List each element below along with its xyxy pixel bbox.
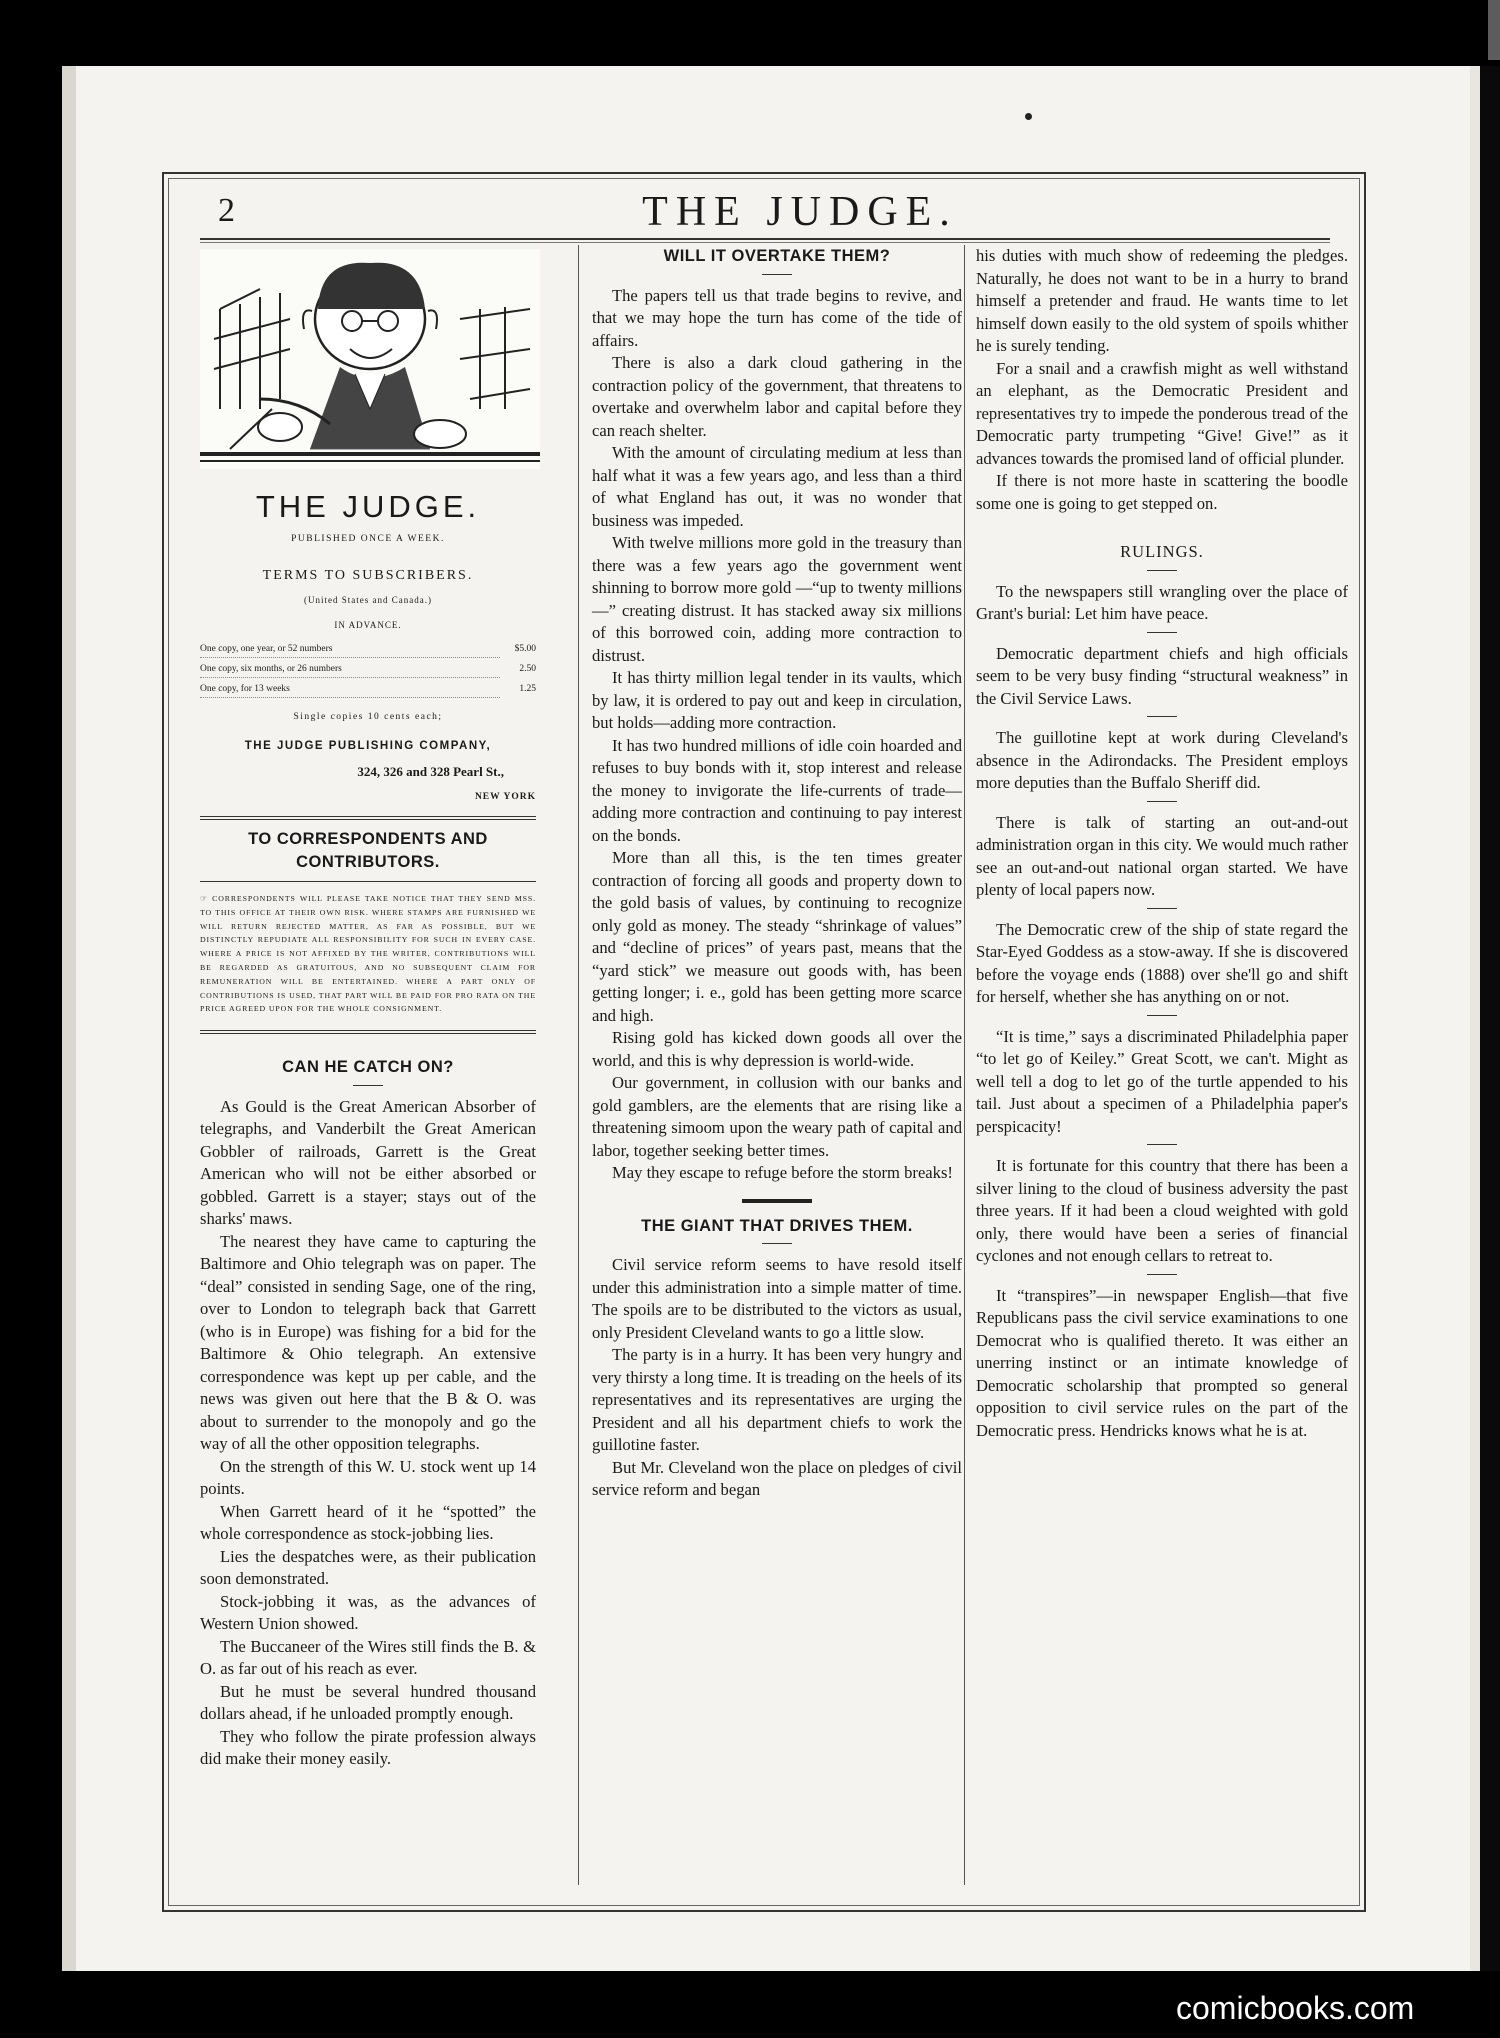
publisher-name: THE JUDGE PUBLISHING COMPANY,	[244, 739, 492, 752]
masthead-title: THE JUDGE.	[642, 189, 958, 235]
ruling-item: There is talk of starting an out-and-out administration organ in this city. We would much rather see an out-and-out national organ started. We have plenty of local papers now.	[976, 812, 1348, 899]
article-paragraph: With the amount of circulating medium at less than half what it was a few years ago, and less than a third of what England has out, it was no wonder that business was impeded.	[592, 443, 962, 530]
published-note: PUBLISHED ONCE A WEEK.	[291, 534, 445, 544]
item-rule	[1147, 908, 1177, 909]
ruling-item: The guillotine kept at work during Cleveland's absence in the Adirondacks. The President employs more deputies than the Buffalo Sheriff did.	[976, 728, 1348, 792]
terms-advance: IN ADVANCE.	[334, 619, 402, 630]
left-column	[200, 245, 536, 1771]
article-paragraph: Rising gold has kicked down goods all over the world, and this is why depression is world-wide.	[592, 1028, 962, 1070]
terms-region: (United States and Canada.)	[304, 595, 432, 605]
article-paragraph: The Buccaneer of the Wires still finds the B. & O. as far out of his reach as ever.	[200, 1636, 536, 1679]
box-title: THE JUDGE.	[255, 488, 481, 524]
article-paragraph: The party is in a hurry. It has been very hungry and very thirsty a long time. It is treading on the heels of its representatives and its representatives are urging the President and all his department chiefs to work the guillotine faster.	[592, 1345, 962, 1454]
ruling-item: It is fortunate for this country that there has been a silver lining to the cloud of business adversity the past three years. If it had been a cloud weighted with gold only, there would have been a series of financial cyclones and not enough cellars to retreat to.	[976, 1156, 1348, 1265]
article-paragraph: Our government, in collusion with our banks and gold gamblers, are the elements that are rising like a threatening simoom upon the weary path of capital and labor, together seeking better times.	[592, 1073, 962, 1160]
ruling-item: To the newspapers still wrangling over the place of Grant's burial: Let him have peace.	[976, 581, 1348, 623]
article-paragraph: But Mr. Cleveland won the place on pledges of civil service reform and began	[592, 1457, 962, 1499]
rulings-heading: RULINGS.	[1120, 542, 1204, 561]
article-paragraph: They who follow the pirate profession always did make their money easily.	[200, 1726, 536, 1769]
column-divider	[964, 245, 965, 1885]
correspondents-notice: ☞ CORRESPONDENTS WILL PLEASE TAKE NOTICE THAT THEY SEND MSS. TO THIS OFFICE AT THEIR OWN RISK. WHERE STAMPS ARE FURNISHED WE WILL RETURN REJECTED MATTER, AS FAR AS POSSIBLE, BUT WE DISTINCTLY REPUDIATE ALL RESPONSIBILITY FOR SUCH IN EVERY CASE. WHERE A PRICE IS NOT AFFIXED BY THE WRITER, CONTRIBUTIONS WILL BE REGARDED AS GRATUITOUS, AND NO SUBSEQUENT CLAIM FOR REMUNERATION WILL BE ENTERTAINED. WHERE A PART ONLY OF CONTRIBUTIONS IS USED, THAT PART WILL BE PAID FOR PRO RATA ON THE PRICE AGREED UPON FOR THE WHOLE CONSIGNMENT.	[200, 894, 536, 1014]
ruling-item: It “transpires”—in newspaper English—that five Republicans pass the civil service examinations to one Democrat who is qualified thereto. It was either an unerring instinct or an intimate knowledge of Democratic scholarship that prompted so general opposition to civil service rules on the part of the Democratic press. Hendricks knows what he is at.	[976, 1285, 1348, 1440]
article-paragraph: The nearest they have came to capturing the Baltimore and Ohio telegraph was on paper. The “deal” consisted in sending Sage, one of the ring, over to London to telegraph back that Garrett (who is in Europe) was fishing for a bid for the Baltimore & Ohio telegraph. An extensive correspondence was kept up per cable, and the news was given out here that the B & O. was about to surrender to the monopoly and go the way of all the other opposition telegraphs.	[200, 1231, 536, 1454]
column-divider	[578, 245, 579, 1885]
article-paragraph: But he must be several hundred thousand dollars ahead, if he unloaded promptly enough.	[200, 1681, 536, 1724]
right-column	[976, 245, 1348, 1442]
ink-dot	[1025, 113, 1032, 120]
masthead-rule	[200, 238, 1330, 240]
ruling-item: Democratic department chiefs and high officials seem to be very busy finding “structural weakness” in the Civil Service Laws.	[976, 643, 1348, 708]
price-row: One copy, for 13 weeks 1.25	[200, 682, 536, 702]
publisher-address: 324, 326 and 328 Pearl St.,	[357, 764, 504, 779]
section-rule	[742, 1199, 812, 1203]
heading-rule	[762, 1243, 792, 1244]
article-paragraph: It has two hundred millions of idle coin hoarded and refuses to buy bonds with it, stop interest and release the money to invigorate the life-currents of trade—adding more contraction and continuing to pay interest on the bonds.	[592, 735, 962, 845]
heading-rule	[1147, 570, 1177, 571]
heading-rule	[353, 1085, 383, 1086]
article-heading: THE GIANT THAT DRIVES THEM.	[641, 1216, 913, 1235]
price-row: One copy, six months, or 26 numbers 2.50	[200, 662, 536, 682]
article-paragraph: There is also a dark cloud gathering in the contraction policy of the government, that threatens to overtake and overwhelm labor and capital before they can reach shelter.	[592, 353, 962, 440]
article-paragraph: If there is not more haste in scattering the boodle some one is going to get stepped on.	[976, 471, 1348, 513]
single-copies-note: Single copies 10 cents each;	[293, 712, 443, 722]
ruling-item: The Democratic crew of the ship of state regard the Star-Eyed Goddess as a stow-away. If she is discovered before the voyage ends (1888) over she'll go and shift for herself, whether she has anything on or not.	[976, 919, 1348, 1006]
price-row: One copy, one year, or 52 numbers $5.00	[200, 642, 536, 662]
scan-artifact	[1488, 0, 1500, 60]
section-rule	[200, 881, 536, 882]
masthead-rule-thin	[200, 242, 1330, 243]
item-rule	[1147, 632, 1177, 633]
article-paragraph: Stock-jobbing it was, as the advances of Western Union showed.	[200, 1591, 536, 1634]
article-heading: WILL IT OVERTAKE THEM?	[663, 247, 891, 265]
price-list	[200, 642, 536, 702]
judge-illustration	[200, 249, 540, 469]
item-rule	[1147, 716, 1177, 717]
item-rule	[1147, 1144, 1177, 1145]
heading-rule	[762, 274, 792, 275]
article-paragraph: With twelve millions more gold in the treasury than there was a few years ago the government went shinning to borrow more gold —“up to twenty millions—” creating distrust. It has stacked away six millions of this borrowed coin, adding more contraction to distrust.	[592, 533, 962, 665]
item-rule	[1147, 801, 1177, 802]
article-paragraph: Civil service reform seems to have resold itself under this administration into a simple matter of time. The spoils are to be distributed to the victors as usual, only President Cleveland wants to go a little slow.	[592, 1255, 962, 1342]
article-paragraph: As Gould is the Great American Absorber of telegraphs, and Vanderbilt the Great American Gobbler of railroads, Garrett is the Great American who will not be either absorbed or gobbled. Garrett is a stayer; stays out of the sharks' maws.	[200, 1096, 536, 1229]
publisher-city: NEW YORK	[474, 791, 536, 802]
article-paragraph: Lies the despatches were, as their publication soon demonstrated.	[200, 1546, 536, 1589]
article-paragraph: More than all this, is the ten times greater contraction of forcing all goods and property down to the gold basis of values, by continuing to recognize only gold as money. The steady “shrinkage of values” and “decline of prices” of years past, means that the “yard stick” we measure out goods with, has been getting longer; i. e., gold has been getting more scarce and high.	[592, 848, 962, 1025]
item-rule	[1147, 1015, 1177, 1016]
facing-page-edge	[1470, 66, 1500, 1971]
article-heading: CAN HE CATCH ON?	[282, 1058, 454, 1077]
article-paragraph: May they escape to refuge before the storm breaks!	[612, 1163, 953, 1182]
article-paragraph: his duties with much show of redeeming the pledges. Naturally, he does not want to be in a hurry to brand himself a pretender and fraud. He wants time to let himself down easily to the old system of spoils whither he is surely tending.	[976, 246, 1348, 355]
section-rule	[200, 1030, 536, 1034]
terms-heading: TERMS TO SUBSCRIBERS.	[262, 567, 474, 583]
page-number: 2	[218, 192, 235, 229]
correspondents-heading: TO CORRESPONDENTS AND CONTRIBUTORS.	[248, 830, 488, 871]
article-paragraph: It has thirty million legal tender in its vaults, which by law, it is ordered to pay out and keep in circulation, but holds—adding more contraction.	[592, 668, 962, 732]
article-paragraph: When Garrett heard of it he “spotted” the whole correspondence as stock-jobbing lies.	[200, 1501, 536, 1544]
item-rule	[1147, 1274, 1177, 1275]
article-paragraph: On the strength of this W. U. stock went up 14 points.	[200, 1456, 536, 1499]
article-paragraph: For a snail and a crawfish might as well withstand an elephant, as the Democratic President and representatives try to impede the ponderous tread of the Democratic party trumpeting “Give! Give!” as it advances towards the promised land of official plunder.	[976, 358, 1348, 468]
site-watermark: comicbooks.com	[1176, 1990, 1415, 2026]
section-rule	[200, 816, 536, 820]
article-paragraph: The papers tell us that trade begins to revive, and that we may hope the turn has come of the tide of affairs.	[592, 285, 962, 350]
middle-column	[592, 245, 962, 1502]
ruling-item: “It is time,” says a discriminated Philadelphia paper “to let go of Keiley.” Great Scott, we can't. Might as well tell a dog to let go of the turtle appended to his tail. Just about a specimen of a Philadelphia paper's perspicacity!	[976, 1026, 1348, 1136]
